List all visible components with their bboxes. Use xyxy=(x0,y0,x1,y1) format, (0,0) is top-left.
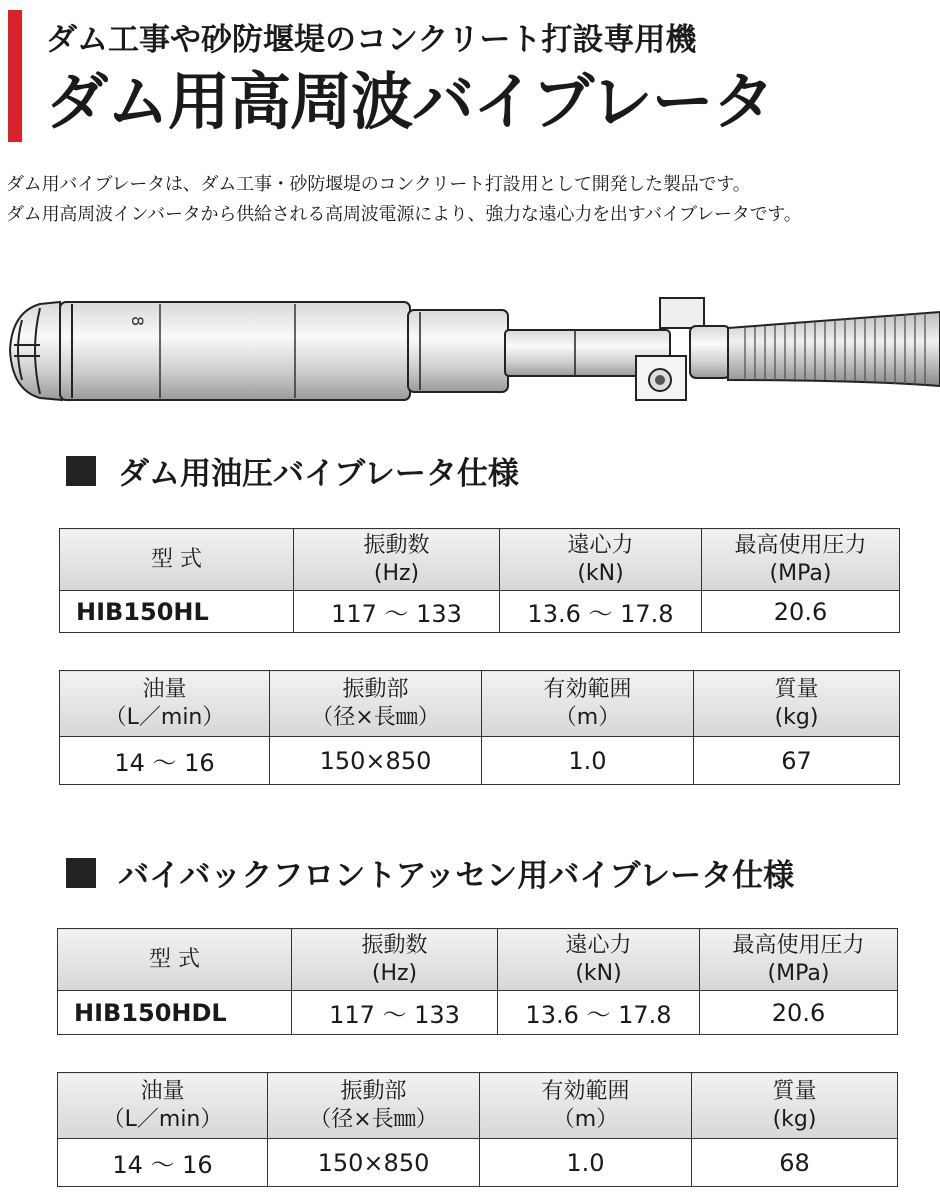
accent-bar xyxy=(8,10,22,142)
cell-max-pressure: 20.6 xyxy=(702,591,900,633)
cell-mass: 68 xyxy=(692,1139,898,1187)
cell-centrifugal-force: 13.6 ～ 17.8 xyxy=(498,991,700,1035)
clamp-block-upper xyxy=(660,298,704,328)
header-model: 型 式 xyxy=(58,929,292,991)
intro-line-2: ダム用高周波インバータから供給される高周波電源により、強力な遠心力を出すバイブレータです。 xyxy=(6,204,802,225)
section-title-vaiback xyxy=(66,850,794,895)
header-model: 型 式 xyxy=(60,529,294,591)
table-header-row xyxy=(58,929,898,991)
header-mass: 質量 (kg) xyxy=(692,1073,898,1139)
page-title: ダム用高周波バイブレータ xyxy=(46,65,774,138)
cell-mass: 67 xyxy=(694,737,900,785)
cell-frequency: 117 ～ 133 xyxy=(294,591,500,633)
header-effective-range: 有効範囲 （m） xyxy=(482,671,694,737)
header-max-pressure: 最高使用圧力 (MPa) xyxy=(700,929,898,991)
header-mass: 質量 (kg) xyxy=(694,671,900,737)
page-subtitle: ダム工事や砂防堰堤のコンクリート打設専用機 xyxy=(46,22,697,58)
cell-vibration-part: 150×850 xyxy=(270,737,482,785)
vibrator-collar xyxy=(408,310,508,392)
vibrator-illustration xyxy=(0,290,940,420)
section-bullet-icon xyxy=(66,456,96,486)
intro-text xyxy=(6,170,802,230)
header-oil-flow: 油量 （L／min） xyxy=(58,1073,268,1139)
header-frequency: 振動数 (Hz) xyxy=(292,929,498,991)
intro-line-1: ダム用バイブレータは、ダム工事・砂防堰堤のコンクリート打設用として開発した製品です。 xyxy=(6,174,751,195)
cell-max-pressure: 20.6 xyxy=(700,991,898,1035)
cell-oil-flow: 14 ～ 16 xyxy=(58,1139,268,1187)
header-centrifugal-force: 遠心力 (kN) xyxy=(500,529,702,591)
cell-model: HIB150HL xyxy=(60,591,294,633)
body-marking: 8 xyxy=(128,316,147,327)
cell-frequency: 117 ～ 133 xyxy=(292,991,498,1035)
section-bullet-icon xyxy=(66,858,96,888)
vibrator-body xyxy=(60,302,410,400)
spec-table-hydraulic-2 xyxy=(59,670,900,785)
header-max-pressure: 最高使用圧力 (MPa) xyxy=(702,529,900,591)
cell-vibration-part: 150×850 xyxy=(268,1139,480,1187)
cell-effective-range: 1.0 xyxy=(480,1139,692,1187)
header-vibration-part: 振動部 （径×長㎜） xyxy=(268,1073,480,1139)
cell-centrifugal-force: 13.6 ～ 17.8 xyxy=(500,591,702,633)
header-centrifugal-force: 遠心力 (kN) xyxy=(498,929,700,991)
table-header-row xyxy=(58,1073,898,1139)
section-title-hydraulic xyxy=(66,448,519,493)
spec-table-hydraulic-1 xyxy=(59,528,900,633)
spec-table-vaiback-1 xyxy=(57,928,898,1035)
spec-table-vaiback-2 xyxy=(57,1072,898,1187)
cell-oil-flow: 14 ～ 16 xyxy=(60,737,270,785)
table-row xyxy=(58,1139,898,1187)
header-frequency: 振動数 (Hz) xyxy=(294,529,500,591)
header-oil-flow: 油量 （L／min） xyxy=(60,671,270,737)
table-header-row xyxy=(60,671,900,737)
cell-effective-range: 1.0 xyxy=(482,737,694,785)
header-effective-range: 有効範囲 （m） xyxy=(480,1073,692,1139)
table-row xyxy=(58,991,898,1035)
table-header-row xyxy=(60,529,900,591)
section-title-text: ダム用油圧バイブレータ仕様 xyxy=(118,456,519,492)
cell-model: HIB150HDL xyxy=(58,991,292,1035)
table-row xyxy=(60,591,900,633)
section-title-text: バイバックフロントアッセン用バイブレータ仕様 xyxy=(118,858,795,894)
header-vibration-part: 振動部 （径×長㎜） xyxy=(270,671,482,737)
table-row xyxy=(60,737,900,785)
hydraulic-hose xyxy=(728,312,940,386)
